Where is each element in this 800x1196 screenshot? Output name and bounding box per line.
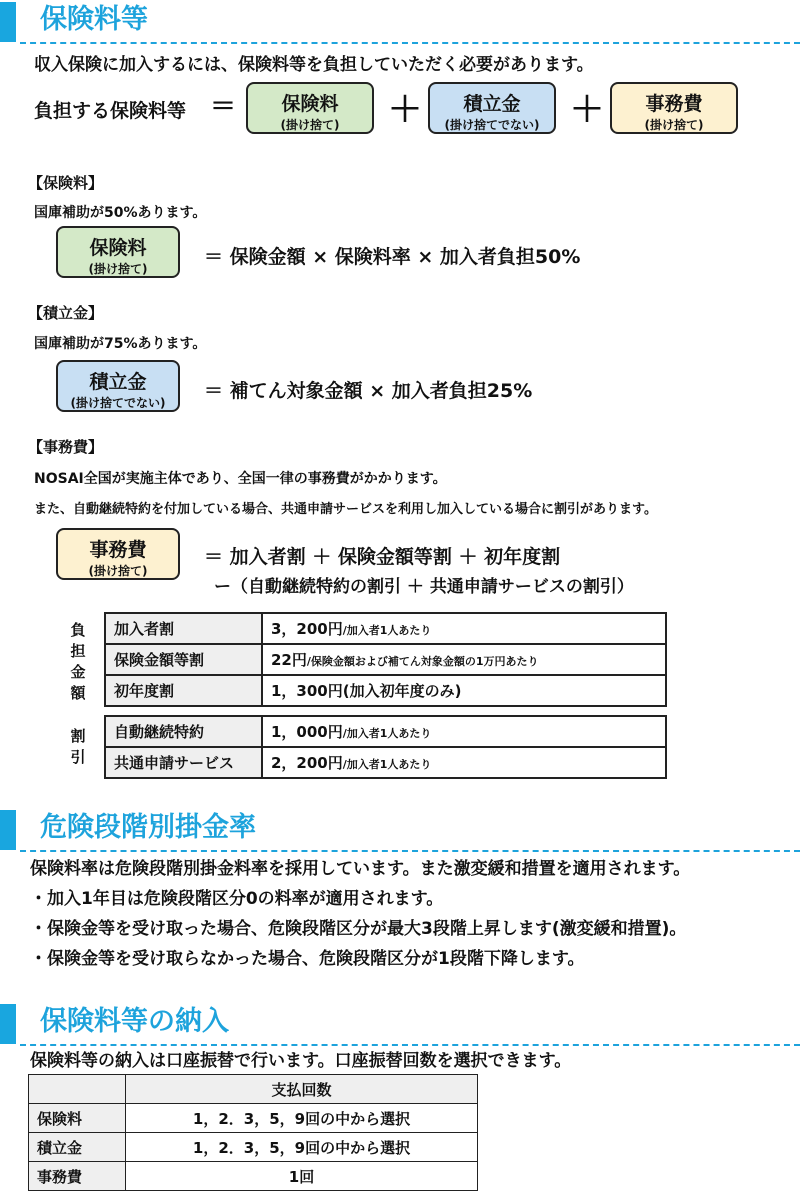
- risk-line-3: ・保険金等を受け取った場合、危険段階区分が最大3段階上昇します(激変緩和措置)。: [30, 919, 687, 939]
- admin-note-2: また、自動継続特約を付加している場合、共通申請サービスを利用し加入している場合に割引があります。: [34, 502, 657, 517]
- admin-note-1: NOSAI全国が実施主体であり、全国一律の事務費がかかります。: [34, 471, 447, 487]
- premium-box-main: 保険料: [281, 93, 339, 115]
- row-value: 1，2．3，5，9回の中から選択: [126, 1104, 478, 1133]
- admin-box: [610, 82, 738, 134]
- risk-line-4: ・保険金等を受け取らなかった場合、危険段階区分が1段階下降します。: [30, 949, 585, 969]
- section-bar: [0, 2, 16, 42]
- section-header-premiums: [0, 0, 800, 42]
- table-row: [29, 1133, 478, 1162]
- row-label: 積立金: [29, 1133, 126, 1162]
- plus-sign: ＋: [570, 90, 604, 130]
- table-row: [29, 1104, 478, 1133]
- discount-table: [104, 715, 667, 779]
- row-label: 保険金額等割: [105, 644, 262, 675]
- premium-box: [246, 82, 374, 134]
- risk-line-2: ・加入1年目は危険段階区分0の料率が適用されます。: [30, 889, 444, 909]
- formula-lhs: 負担する保険料等: [34, 100, 187, 122]
- row-value: 1，2．3，5，9回の中から選択: [126, 1133, 478, 1162]
- admin-box-main: 事務費: [645, 93, 703, 115]
- table-row: [105, 747, 666, 778]
- premium-box-sub: (掛け捨て): [88, 262, 148, 276]
- admin-box-main: 事務費: [89, 539, 147, 561]
- admin-heading: 【事務費】: [28, 438, 104, 456]
- section-title: 危険段階別掛金率: [40, 812, 256, 843]
- plus-sign: ＋: [388, 90, 422, 130]
- discount-vertical-label: 割 引: [70, 727, 86, 766]
- admin-formula-1: ＝ 加入者割 ＋ 保険金額等割 ＋ 初年度割: [204, 546, 561, 568]
- table-row: [105, 644, 666, 675]
- reserve-box-sub: (掛け捨てでない): [444, 118, 540, 132]
- reserve-formula: ＝ 補てん対象金額 × 加入者負担25%: [204, 380, 533, 402]
- table-header-row: [29, 1075, 478, 1104]
- row-label: 共通申請サービス: [105, 747, 262, 778]
- section-header-payment: [0, 1002, 800, 1044]
- row-value: 1，300円(加入初年度のみ): [262, 675, 666, 706]
- row-label: 保険料: [29, 1104, 126, 1133]
- table-row: [105, 613, 666, 644]
- corner-cell: [29, 1075, 126, 1104]
- column-header: 支払回数: [126, 1075, 478, 1104]
- reserve-box-main: 積立金: [463, 93, 521, 115]
- premium-note: 国庫補助が50%あります。: [34, 205, 207, 221]
- reserve-box-small: [56, 360, 180, 412]
- intro-text: 収入保険に加入するには、保険料等を負担していただく必要があります。: [34, 55, 594, 75]
- equals-sign: ＝: [210, 92, 237, 122]
- reserve-box-main: 積立金: [89, 371, 147, 393]
- risk-line-1: 保険料率は危険段階別掛金料率を採用しています。また激変緩和措置を適用されます。: [30, 859, 691, 879]
- premium-formula: ＝ 保険金額 × 保険料率 × 加入者負担50%: [204, 246, 581, 268]
- burden-table: [104, 612, 667, 707]
- reserve-box-sub: (掛け捨てでない): [70, 396, 166, 410]
- row-value: 3，200円/加入者1人あたり: [262, 613, 666, 644]
- section-divider: [20, 42, 800, 44]
- row-label: 加入者割: [105, 613, 262, 644]
- table-row: [105, 716, 666, 747]
- section-bar: [0, 810, 16, 850]
- row-value: 1，000円/加入者1人あたり: [262, 716, 666, 747]
- admin-formula-2: ー（自動継続特約の割引 ＋ 共通申請サービスの割引）: [214, 577, 634, 597]
- section-header-risk: [0, 808, 800, 850]
- row-value: 2，200円/加入者1人あたり: [262, 747, 666, 778]
- admin-box-sub: (掛け捨て): [644, 118, 704, 132]
- admin-box-sub: (掛け捨て): [88, 564, 148, 578]
- row-label: 事務費: [29, 1162, 126, 1191]
- payment-intro: 保険料等の納入は口座振替で行います。口座振替回数を選択できます。: [30, 1051, 572, 1071]
- table-row: [105, 675, 666, 706]
- premium-heading: 【保険料】: [28, 174, 104, 192]
- table-row: [29, 1162, 478, 1191]
- reserve-note: 国庫補助が75%あります。: [34, 336, 207, 352]
- premium-box-main: 保険料: [89, 237, 147, 259]
- row-label: 自動継続特約: [105, 716, 262, 747]
- admin-box-small: [56, 528, 180, 580]
- section-bar: [0, 1004, 16, 1044]
- burden-vertical-label: 負 担 金 額: [70, 621, 86, 702]
- row-label: 初年度割: [105, 675, 262, 706]
- premium-box-sub: (掛け捨て): [280, 118, 340, 132]
- reserve-heading: 【積立金】: [28, 304, 104, 322]
- payment-table: [28, 1074, 478, 1191]
- section-title: 保険料等の納入: [40, 1006, 229, 1037]
- reserve-box: [428, 82, 556, 134]
- premium-box-small: [56, 226, 180, 278]
- section-title: 保険料等: [40, 4, 148, 35]
- row-value: 1回: [126, 1162, 478, 1191]
- row-value: 22円/保険金額および補てん対象金額の1万円あたり: [262, 644, 666, 675]
- section-divider: [20, 850, 800, 852]
